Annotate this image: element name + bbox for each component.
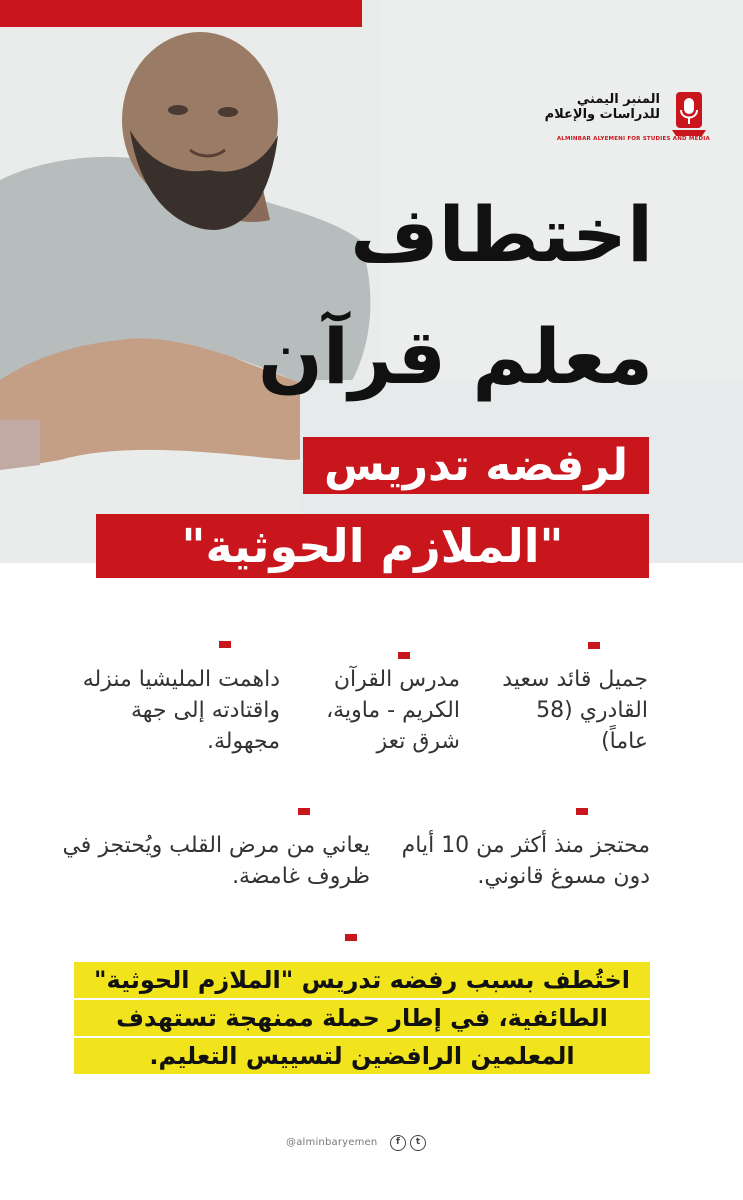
fact-bullet <box>398 652 410 659</box>
brand-name-line2: للدراسات والإعلام <box>544 107 660 122</box>
headline-band2: "الملازم الحوثية" <box>96 514 649 578</box>
brand-name-line1: المنبر اليمني <box>576 92 660 107</box>
highlight-line3: المعلمين الرافضين لتسييس التعليم. <box>74 1038 650 1074</box>
top-red-tab <box>0 0 362 27</box>
highlight-line2: الطائفية، في إطار حملة ممنهجة تستهدف <box>74 1000 650 1036</box>
social-handle: @alminbaryemen <box>286 1137 378 1148</box>
twitter-icon[interactable]: t <box>410 1135 426 1151</box>
brand-name-ar <box>520 92 660 122</box>
fact-item: جميل قائد سعيد القادري (58 عاماً) <box>502 667 648 754</box>
fact-item: مدرس القرآن الكريم - ماوية، شرق تعز <box>326 667 460 754</box>
fact-bullet <box>298 808 310 815</box>
headline-line2: معلم قرآن <box>258 312 653 401</box>
fact-bullet <box>219 641 231 648</box>
fact-item: يعاني من مرض القلب ويُحتجز في ظروف غامضة. <box>62 833 370 889</box>
headline-line1: اختطاف <box>350 190 653 279</box>
footer-social <box>286 1133 456 1155</box>
brand-logo <box>520 90 720 150</box>
headline-band1: لرفضه تدريس <box>303 437 649 494</box>
brand-name-en: ALMINBAR ALYEMENI FOR STUDIES AND MEDIA <box>556 136 710 142</box>
fact-bullet <box>576 808 588 815</box>
fact-item: داهمت المليشيا منزله واقتادته إلى جهة مجهولة. <box>82 667 280 754</box>
fact-item: محتجز منذ أكثر من 10 أيام دون مسوغ قانوني. <box>401 833 650 889</box>
highlight-line1: اختُطف بسبب رفضه تدريس "الملازم الحوثية" <box>74 962 650 998</box>
microphone-logo-icon <box>668 90 710 136</box>
facebook-icon[interactable]: f <box>390 1135 406 1151</box>
highlight-bullet <box>345 934 357 941</box>
fact-bullet <box>588 642 600 649</box>
